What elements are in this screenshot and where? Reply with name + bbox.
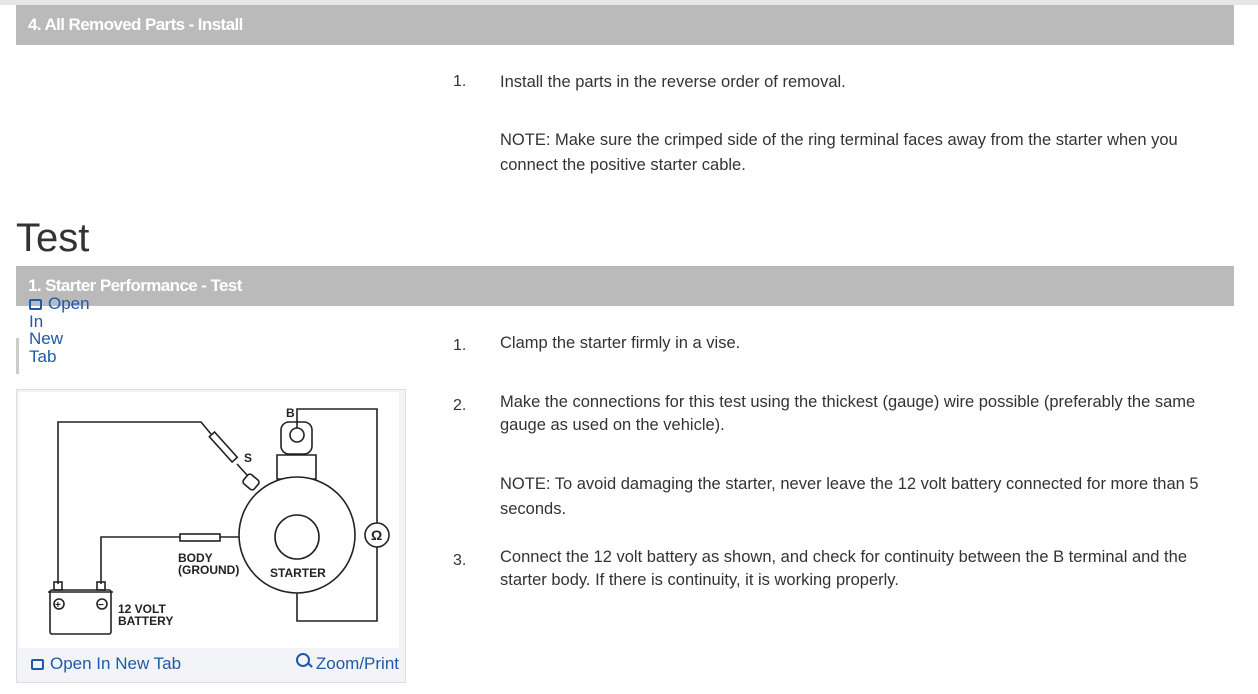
label-s: S	[244, 451, 253, 465]
open-new-tab-link-wrapped[interactable]	[29, 295, 90, 365]
fuse-s	[209, 432, 237, 462]
starter-neck	[277, 455, 316, 479]
page-title-test: Test	[16, 216, 90, 260]
step-text: Connect the 12 volt battery as shown, and check for continuity between the B terminal and the starter body. If there is continuity, it is working properly.	[500, 548, 1187, 589]
step-number: 3.	[453, 552, 467, 569]
link-word: New	[29, 329, 64, 348]
link-word: Tab	[29, 346, 57, 366]
step-text: Clamp the starter firmly in a vise.	[500, 334, 741, 352]
minus-icon: −	[98, 600, 104, 611]
battery	[50, 590, 111, 634]
label-starter: STARTER	[270, 566, 326, 580]
label-body: BODY	[178, 551, 213, 565]
open-in-new-tab-button[interactable]	[31, 654, 181, 674]
wire-ground	[101, 537, 180, 584]
starter-test-diagram	[19, 392, 399, 648]
open-new-tab-icon	[31, 659, 44, 670]
s-terminal	[242, 473, 260, 491]
link-word: In	[29, 311, 44, 331]
zoom-print-button[interactable]	[296, 654, 399, 674]
step-number: 1.	[453, 337, 467, 354]
diagram-image[interactable]	[19, 392, 399, 648]
step-text: Install the parts in the reverse order of removal.	[500, 73, 846, 91]
step-number: 2.	[453, 397, 467, 414]
step-note: NOTE: To avoid damaging the starter, never leave the 12 volt battery connected for more than 5 seconds.	[500, 475, 1199, 518]
open-new-tab-icon	[29, 299, 42, 310]
section-header-install: 4. All Removed Parts - Install	[16, 5, 1234, 45]
label-battery: BATTERY	[118, 614, 174, 628]
label-12-volt: 12 VOLT	[118, 602, 166, 616]
section-header-test: 1. Starter Performance - Test	[16, 266, 1234, 306]
ohm-icon: Ω	[371, 527, 383, 543]
label-ground: (GROUND)	[178, 563, 240, 577]
zoom-print-label: Zoom/Print	[315, 654, 399, 673]
label-b: B	[286, 406, 295, 420]
fuse-ground	[180, 534, 220, 541]
step-text: Make the connections for this test using the thickest (gauge) wire possible (preferably the same gauge as used on the vehicle).	[500, 393, 1196, 434]
diagram-card	[16, 389, 406, 683]
divider	[16, 338, 19, 374]
plus-icon: +	[55, 600, 61, 611]
open-tab-label: Open In New Tab	[50, 654, 182, 673]
zoom-in-icon	[296, 653, 310, 667]
step-note: NOTE: Make sure the crimped side of the ring terminal faces away from the starter when you connect the positive starter cable.	[500, 131, 1178, 174]
link-word: Open	[48, 294, 90, 313]
step-number: 1.	[453, 73, 467, 90]
